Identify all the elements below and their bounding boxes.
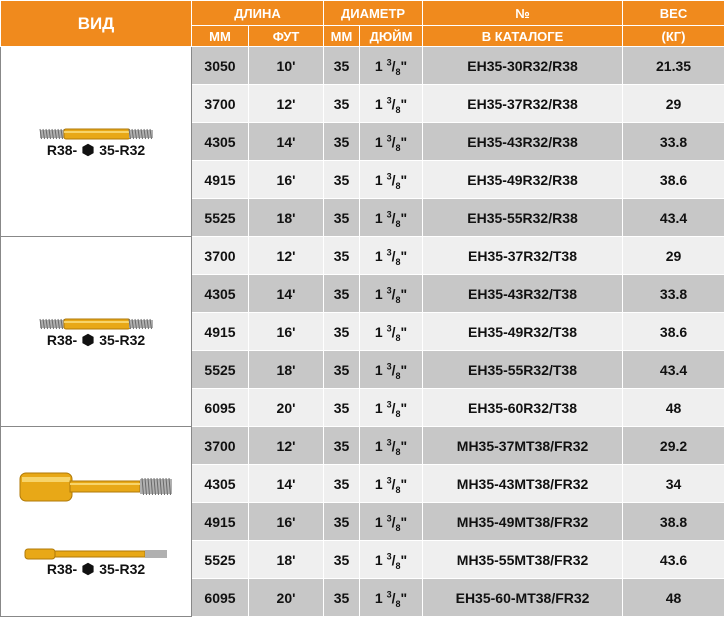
rod-type-illustration xyxy=(1,47,192,237)
inch-mark: " xyxy=(401,400,408,416)
length-mm-cell: 4915 xyxy=(192,503,249,541)
rod-thread-label xyxy=(1,332,191,348)
length-mm-cell: 6095 xyxy=(192,389,249,427)
thread-label-right: 35-R32 xyxy=(99,332,145,348)
diameter-mm-cell: 35 xyxy=(324,465,360,503)
table-row xyxy=(1,47,724,85)
inch-numerator: 3 xyxy=(387,513,392,523)
diameter-mm-cell: 35 xyxy=(324,541,360,579)
inch-denominator: 8 xyxy=(395,598,400,608)
catalog-number-cell: EH35-43R32/R38 xyxy=(423,123,623,161)
inch-numerator: 3 xyxy=(387,171,392,181)
inch-fraction: 1 $^3/_8$" xyxy=(375,438,407,454)
inch-denominator: 8 xyxy=(395,446,400,456)
inch-numerator: 3 xyxy=(387,399,392,409)
rod-type-illustration xyxy=(1,237,192,427)
column-header-weight-unit: (КГ) xyxy=(623,26,724,47)
inch-denominator: 8 xyxy=(395,66,400,76)
column-header-length-mm: ММ xyxy=(192,26,249,47)
catalog-number-cell: EH35-49R32/T38 xyxy=(423,313,623,351)
inch-whole: 1 xyxy=(375,400,383,416)
diameter-inch-cell xyxy=(360,427,423,465)
inch-numerator: 3 xyxy=(387,361,392,371)
inch-numerator: 3 xyxy=(387,285,392,295)
inch-whole: 1 xyxy=(375,324,383,340)
length-ft-cell: 10' xyxy=(249,47,324,85)
catalog-number-cell: MH35-49MT38/FR32 xyxy=(423,503,623,541)
column-header-length: ДЛИНА xyxy=(192,1,324,26)
diameter-mm-cell: 35 xyxy=(324,427,360,465)
inch-denominator: 8 xyxy=(395,256,400,266)
inch-mark: " xyxy=(401,514,408,530)
inch-denominator: 8 xyxy=(395,370,400,380)
weight-cell: 34 xyxy=(623,465,724,503)
inch-mark: " xyxy=(401,58,408,74)
inch-whole: 1 xyxy=(375,514,383,530)
diameter-inch-cell xyxy=(360,123,423,161)
inch-mark: " xyxy=(401,552,408,568)
inch-mark: " xyxy=(401,96,408,112)
weight-cell: 48 xyxy=(623,579,724,617)
column-header-length-ft: ФУТ xyxy=(249,26,324,47)
inch-mark: " xyxy=(401,248,408,264)
diameter-mm-cell: 35 xyxy=(324,237,360,275)
length-mm-cell: 5525 xyxy=(192,351,249,389)
inch-whole: 1 xyxy=(375,438,383,454)
inch-numerator: 3 xyxy=(387,95,392,105)
inch-whole: 1 xyxy=(375,172,383,188)
inch-mark: " xyxy=(401,590,408,606)
length-ft-cell: 18' xyxy=(249,541,324,579)
diameter-mm-cell: 35 xyxy=(324,123,360,161)
catalog-number-cell: EH35-49R32/R38 xyxy=(423,161,623,199)
diameter-inch-cell xyxy=(360,465,423,503)
diameter-inch-cell xyxy=(360,85,423,123)
catalog-number-cell: MH35-37MT38/FR32 xyxy=(423,427,623,465)
weight-cell: 43.4 xyxy=(623,199,724,237)
inch-denominator: 8 xyxy=(395,104,400,114)
diameter-inch-cell xyxy=(360,275,423,313)
rod-thread-label xyxy=(1,142,191,158)
length-mm-cell: 3050 xyxy=(192,47,249,85)
table-row xyxy=(1,427,724,465)
inch-numerator: 3 xyxy=(387,209,392,219)
length-mm-cell: 4305 xyxy=(192,465,249,503)
length-mm-cell: 4305 xyxy=(192,123,249,161)
diameter-inch-cell xyxy=(360,351,423,389)
inch-fraction: 1 $^3/_8$" xyxy=(375,362,407,378)
column-header-type: ВИД xyxy=(1,1,192,47)
inch-denominator: 8 xyxy=(395,180,400,190)
drill-rod-image xyxy=(36,126,156,142)
diameter-mm-cell: 35 xyxy=(324,47,360,85)
length-ft-cell: 12' xyxy=(249,237,324,275)
diameter-inch-cell xyxy=(360,313,423,351)
inch-denominator: 8 xyxy=(395,142,400,152)
inch-denominator: 8 xyxy=(395,332,400,342)
weight-cell: 43.4 xyxy=(623,351,724,389)
diameter-mm-cell: 35 xyxy=(324,579,360,617)
length-mm-cell: 6095 xyxy=(192,579,249,617)
length-mm-cell: 4915 xyxy=(192,161,249,199)
weight-cell: 33.8 xyxy=(623,123,724,161)
inch-fraction: 1 $^3/_8$" xyxy=(375,324,407,340)
thread-label-left: R38- xyxy=(47,561,77,577)
inch-numerator: 3 xyxy=(387,589,392,599)
inch-fraction: 1 $^3/_8$" xyxy=(375,400,407,416)
diameter-inch-cell xyxy=(360,199,423,237)
inch-numerator: 3 xyxy=(387,475,392,485)
length-mm-cell: 4305 xyxy=(192,275,249,313)
inch-fraction: 1 $^3/_8$" xyxy=(375,590,407,606)
length-mm-cell: 5525 xyxy=(192,541,249,579)
catalog-number-cell: EH35-60-MT38/FR32 xyxy=(423,579,623,617)
diameter-mm-cell: 35 xyxy=(324,351,360,389)
length-ft-cell: 20' xyxy=(249,579,324,617)
length-ft-cell: 14' xyxy=(249,465,324,503)
weight-cell: 38.6 xyxy=(623,313,724,351)
rod-thread-label xyxy=(1,561,191,577)
inch-whole: 1 xyxy=(375,134,383,150)
hexagon-icon xyxy=(81,143,95,157)
diameter-inch-cell xyxy=(360,541,423,579)
length-mm-cell: 3700 xyxy=(192,427,249,465)
column-header-catalog-no: № xyxy=(423,1,623,26)
weight-cell: 29 xyxy=(623,85,724,123)
inch-denominator: 8 xyxy=(395,522,400,532)
inch-fraction: 1 $^3/_8$" xyxy=(375,552,407,568)
inch-mark: " xyxy=(401,476,408,492)
weight-cell: 43.6 xyxy=(623,541,724,579)
column-header-catalog-subtitle: В КАТАЛОГЕ xyxy=(423,26,623,47)
inch-denominator: 8 xyxy=(395,294,400,304)
catalog-number-cell: MH35-43MT38/FR32 xyxy=(423,465,623,503)
inch-denominator: 8 xyxy=(395,560,400,570)
table-row xyxy=(1,237,724,275)
coupling-rod-images xyxy=(1,467,191,561)
length-ft-cell: 18' xyxy=(249,351,324,389)
inch-whole: 1 xyxy=(375,590,383,606)
catalog-number-cell: MH35-55MT38/FR32 xyxy=(423,541,623,579)
column-header-diameter: ДИАМЕТР xyxy=(324,1,423,26)
rod-picture xyxy=(1,126,191,142)
inch-fraction: 1 $^3/_8$" xyxy=(375,286,407,302)
thread-label-left: R38- xyxy=(47,142,77,158)
inch-numerator: 3 xyxy=(387,133,392,143)
diameter-inch-cell xyxy=(360,161,423,199)
diameter-inch-cell xyxy=(360,389,423,427)
diameter-mm-cell: 35 xyxy=(324,85,360,123)
inch-whole: 1 xyxy=(375,210,383,226)
inch-mark: " xyxy=(401,286,408,302)
inch-numerator: 3 xyxy=(387,551,392,561)
length-ft-cell: 16' xyxy=(249,503,324,541)
diameter-mm-cell: 35 xyxy=(324,275,360,313)
catalog-number-cell: EH35-60R32/T38 xyxy=(423,389,623,427)
column-header-diameter-mm: ММ xyxy=(324,26,360,47)
rod-type-illustration xyxy=(1,427,192,617)
catalog-number-cell: EH35-37R32/T38 xyxy=(423,237,623,275)
length-ft-cell: 16' xyxy=(249,161,324,199)
catalog-number-cell: EH35-55R32/R38 xyxy=(423,199,623,237)
inch-mark: " xyxy=(401,362,408,378)
length-ft-cell: 12' xyxy=(249,85,324,123)
inch-mark: " xyxy=(401,210,408,226)
hexagon-icon xyxy=(81,562,95,576)
thread-label-right: 35-R32 xyxy=(99,142,145,158)
length-ft-cell: 20' xyxy=(249,389,324,427)
inch-whole: 1 xyxy=(375,286,383,302)
thread-label-right: 35-R32 xyxy=(99,561,145,577)
diameter-mm-cell: 35 xyxy=(324,389,360,427)
catalog-number-cell: EH35-37R32/R38 xyxy=(423,85,623,123)
diameter-inch-cell xyxy=(360,47,423,85)
coupling-rod-image xyxy=(16,467,176,507)
thread-label-left: R38- xyxy=(47,332,77,348)
inch-numerator: 3 xyxy=(387,57,392,67)
weight-cell: 33.8 xyxy=(623,275,724,313)
rod-picture xyxy=(1,467,191,561)
inch-mark: " xyxy=(401,438,408,454)
inch-whole: 1 xyxy=(375,96,383,112)
inch-fraction: 1 $^3/_8$" xyxy=(375,58,407,74)
length-ft-cell: 12' xyxy=(249,427,324,465)
inch-mark: " xyxy=(401,134,408,150)
length-ft-cell: 14' xyxy=(249,123,324,161)
length-ft-cell: 16' xyxy=(249,313,324,351)
inch-fraction: 1 $^3/_8$" xyxy=(375,476,407,492)
length-mm-cell: 3700 xyxy=(192,85,249,123)
coupling-rod-image-small xyxy=(21,547,171,561)
inch-numerator: 3 xyxy=(387,247,392,257)
weight-cell: 21.35 xyxy=(623,47,724,85)
inch-mark: " xyxy=(401,324,408,340)
inch-fraction: 1 $^3/_8$" xyxy=(375,514,407,530)
weight-cell: 38.6 xyxy=(623,161,724,199)
column-header-diameter-inch: ДЮЙМ xyxy=(360,26,423,47)
inch-numerator: 3 xyxy=(387,437,392,447)
diameter-mm-cell: 35 xyxy=(324,199,360,237)
drill-rod-image xyxy=(36,316,156,332)
inch-fraction: 1 $^3/_8$" xyxy=(375,210,407,226)
inch-whole: 1 xyxy=(375,248,383,264)
length-ft-cell: 14' xyxy=(249,275,324,313)
length-mm-cell: 4915 xyxy=(192,313,249,351)
catalog-number-cell: EH35-43R32/T38 xyxy=(423,275,623,313)
diameter-inch-cell xyxy=(360,579,423,617)
inch-whole: 1 xyxy=(375,552,383,568)
inch-numerator: 3 xyxy=(387,323,392,333)
table-body xyxy=(1,47,724,617)
inch-fraction: 1 $^3/_8$" xyxy=(375,96,407,112)
column-header-weight: ВЕС xyxy=(623,1,724,26)
length-mm-cell: 5525 xyxy=(192,199,249,237)
diameter-mm-cell: 35 xyxy=(324,161,360,199)
diameter-mm-cell: 35 xyxy=(324,503,360,541)
inch-whole: 1 xyxy=(375,58,383,74)
length-ft-cell: 18' xyxy=(249,199,324,237)
diameter-mm-cell: 35 xyxy=(324,313,360,351)
weight-cell: 29 xyxy=(623,237,724,275)
weight-cell: 48 xyxy=(623,389,724,427)
diameter-inch-cell xyxy=(360,503,423,541)
catalog-number-cell: EH35-30R32/R38 xyxy=(423,47,623,85)
weight-cell: 29.2 xyxy=(623,427,724,465)
inch-fraction: 1 $^3/_8$" xyxy=(375,172,407,188)
inch-denominator: 8 xyxy=(395,218,400,228)
rod-picture xyxy=(1,316,191,332)
inch-whole: 1 xyxy=(375,476,383,492)
catalog-number-cell: EH35-55R32/T38 xyxy=(423,351,623,389)
length-mm-cell: 3700 xyxy=(192,237,249,275)
diameter-inch-cell xyxy=(360,237,423,275)
inch-denominator: 8 xyxy=(395,408,400,418)
hexagon-icon xyxy=(81,333,95,347)
inch-mark: " xyxy=(401,172,408,188)
inch-whole: 1 xyxy=(375,362,383,378)
inch-fraction: 1 $^3/_8$" xyxy=(375,134,407,150)
weight-cell: 38.8 xyxy=(623,503,724,541)
inch-fraction: 1 $^3/_8$" xyxy=(375,248,407,264)
inch-denominator: 8 xyxy=(395,484,400,494)
